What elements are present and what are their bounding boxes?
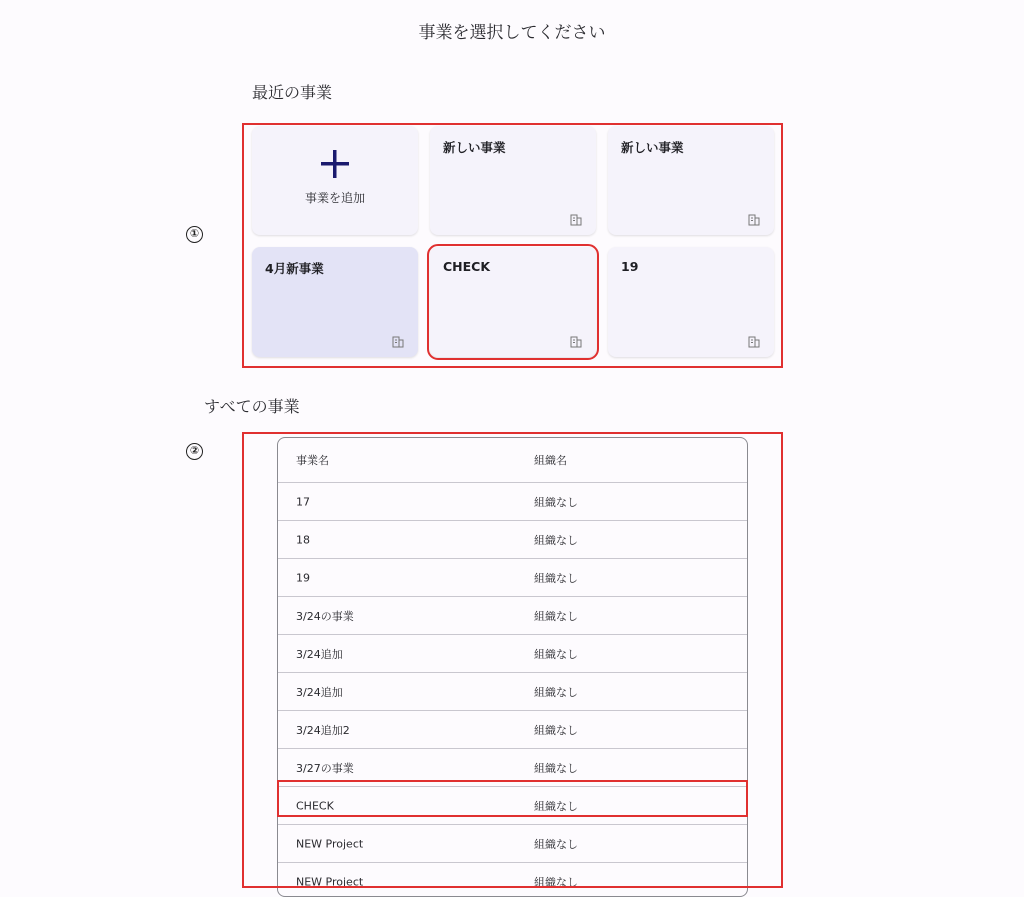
table-row[interactable] xyxy=(278,521,747,559)
table-row[interactable] xyxy=(278,673,747,711)
column-header-project-name: 事業名 xyxy=(296,454,329,467)
project-card-name: 新しい事業 xyxy=(621,140,684,155)
project-name-cell: 3/24追加 xyxy=(296,647,343,661)
annotation-marker-2: ② xyxy=(186,443,203,460)
organization-cell: 組織なし xyxy=(534,495,578,509)
project-name-cell: NEW Project xyxy=(296,875,364,888)
table-row[interactable] xyxy=(278,559,747,597)
table-row[interactable] xyxy=(278,863,747,897)
project-name-cell: 18 xyxy=(296,533,310,546)
building-icon xyxy=(570,336,582,348)
table-row-check[interactable] xyxy=(278,787,747,825)
organization-cell: 組織なし xyxy=(534,875,578,889)
table-header-row xyxy=(278,438,747,483)
recent-project-card[interactable] xyxy=(608,247,774,357)
building-icon xyxy=(748,336,760,348)
table-row[interactable] xyxy=(278,483,747,521)
organization-cell: 組織なし xyxy=(534,571,578,585)
table-row[interactable] xyxy=(278,635,747,673)
project-name-cell: 17 xyxy=(296,495,310,508)
recent-project-card[interactable] xyxy=(430,126,596,235)
project-name-cell: CHECK xyxy=(296,799,334,812)
project-name-cell: 19 xyxy=(296,571,310,584)
page-title: 事業を選択してください xyxy=(418,23,606,43)
project-card-name: 4月新事業 xyxy=(265,261,324,276)
building-icon xyxy=(748,214,760,226)
add-project-label: 事業を追加 xyxy=(304,191,365,205)
table-row[interactable] xyxy=(278,597,747,635)
annotation-marker-1: ① xyxy=(186,226,203,243)
building-icon xyxy=(392,336,404,348)
plus-icon xyxy=(320,149,350,179)
recent-projects-heading: 最近の事業 xyxy=(252,83,333,102)
all-projects-heading: すべての事業 xyxy=(204,397,300,416)
project-name-cell: 3/24の事業 xyxy=(296,609,354,623)
organization-cell: 組織なし xyxy=(534,647,578,661)
organization-cell: 組織なし xyxy=(534,799,578,813)
project-name-cell: 3/24追加2 xyxy=(296,723,350,737)
project-name-cell: 3/27の事業 xyxy=(296,761,354,775)
table-row[interactable] xyxy=(278,825,747,863)
recent-project-card[interactable] xyxy=(608,126,774,235)
project-name-cell: 3/24追加 xyxy=(296,685,343,699)
organization-cell: 組織なし xyxy=(534,685,578,699)
project-card-name: 新しい事業 xyxy=(443,140,506,155)
building-icon xyxy=(570,214,582,226)
organization-cell: 組織なし xyxy=(534,609,578,623)
organization-cell: 組織なし xyxy=(534,533,578,547)
organization-cell: 組織なし xyxy=(534,761,578,775)
all-projects-table xyxy=(277,437,748,897)
table-row[interactable] xyxy=(278,749,747,787)
add-project-card[interactable] xyxy=(252,126,418,235)
recent-projects-grid xyxy=(252,126,774,358)
organization-cell: 組織なし xyxy=(534,837,578,851)
table-row[interactable] xyxy=(278,711,747,749)
recent-project-card[interactable] xyxy=(252,247,418,357)
organization-cell: 組織なし xyxy=(534,723,578,737)
project-card-name: CHECK xyxy=(443,259,491,274)
recent-project-card-check[interactable] xyxy=(430,247,596,357)
project-name-cell: NEW Project xyxy=(296,837,364,850)
project-card-name: 19 xyxy=(621,259,639,274)
column-header-organization: 組織名 xyxy=(534,454,567,467)
